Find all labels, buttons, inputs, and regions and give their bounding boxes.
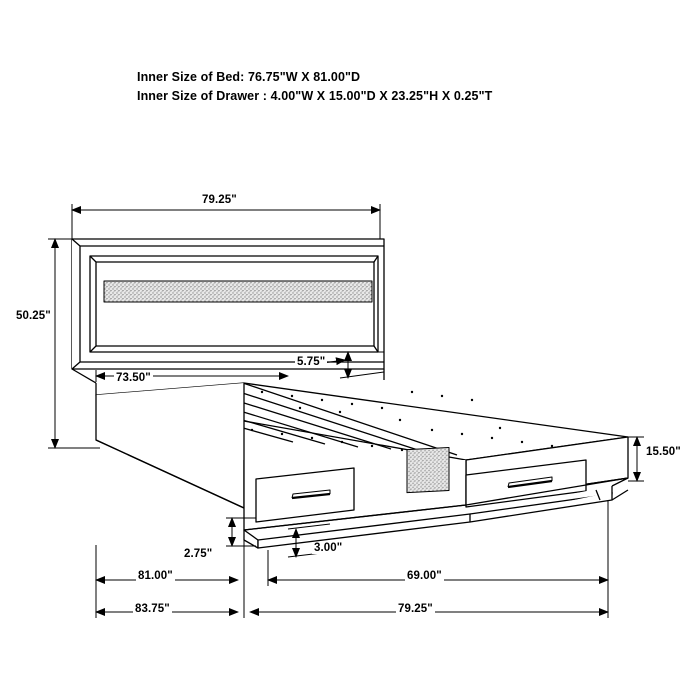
dim-drawer-clearance: 3.00" [314,542,343,554]
dim-drawer-front-height: 2.75" [184,548,213,560]
dim-bed-length-upper: 81.00" [138,570,173,582]
note-drawer-inner-size: Inner Size of Drawer : 4.00"W X 15.00"D X 23.25"H X 0.25"T [137,89,493,103]
dim-footboard-height: 15.50" [646,446,681,458]
dim-top-width: 79.25" [202,194,237,206]
dim-left-height: 50.25" [16,310,51,322]
bed-outline [72,239,628,548]
dim-bed-length-lower: 83.75" [135,603,170,615]
note-bed-inner-size: Inner Size of Bed: 76.75"W X 81.00"D [137,70,361,84]
dim-footboard-width-lower: 79.25" [398,603,433,615]
dim-headboard-lower-height: 5.75" [297,356,326,368]
dim-headboard-inner-width: 73.50" [116,372,151,384]
dim-drawer-span: 69.00" [407,570,442,582]
